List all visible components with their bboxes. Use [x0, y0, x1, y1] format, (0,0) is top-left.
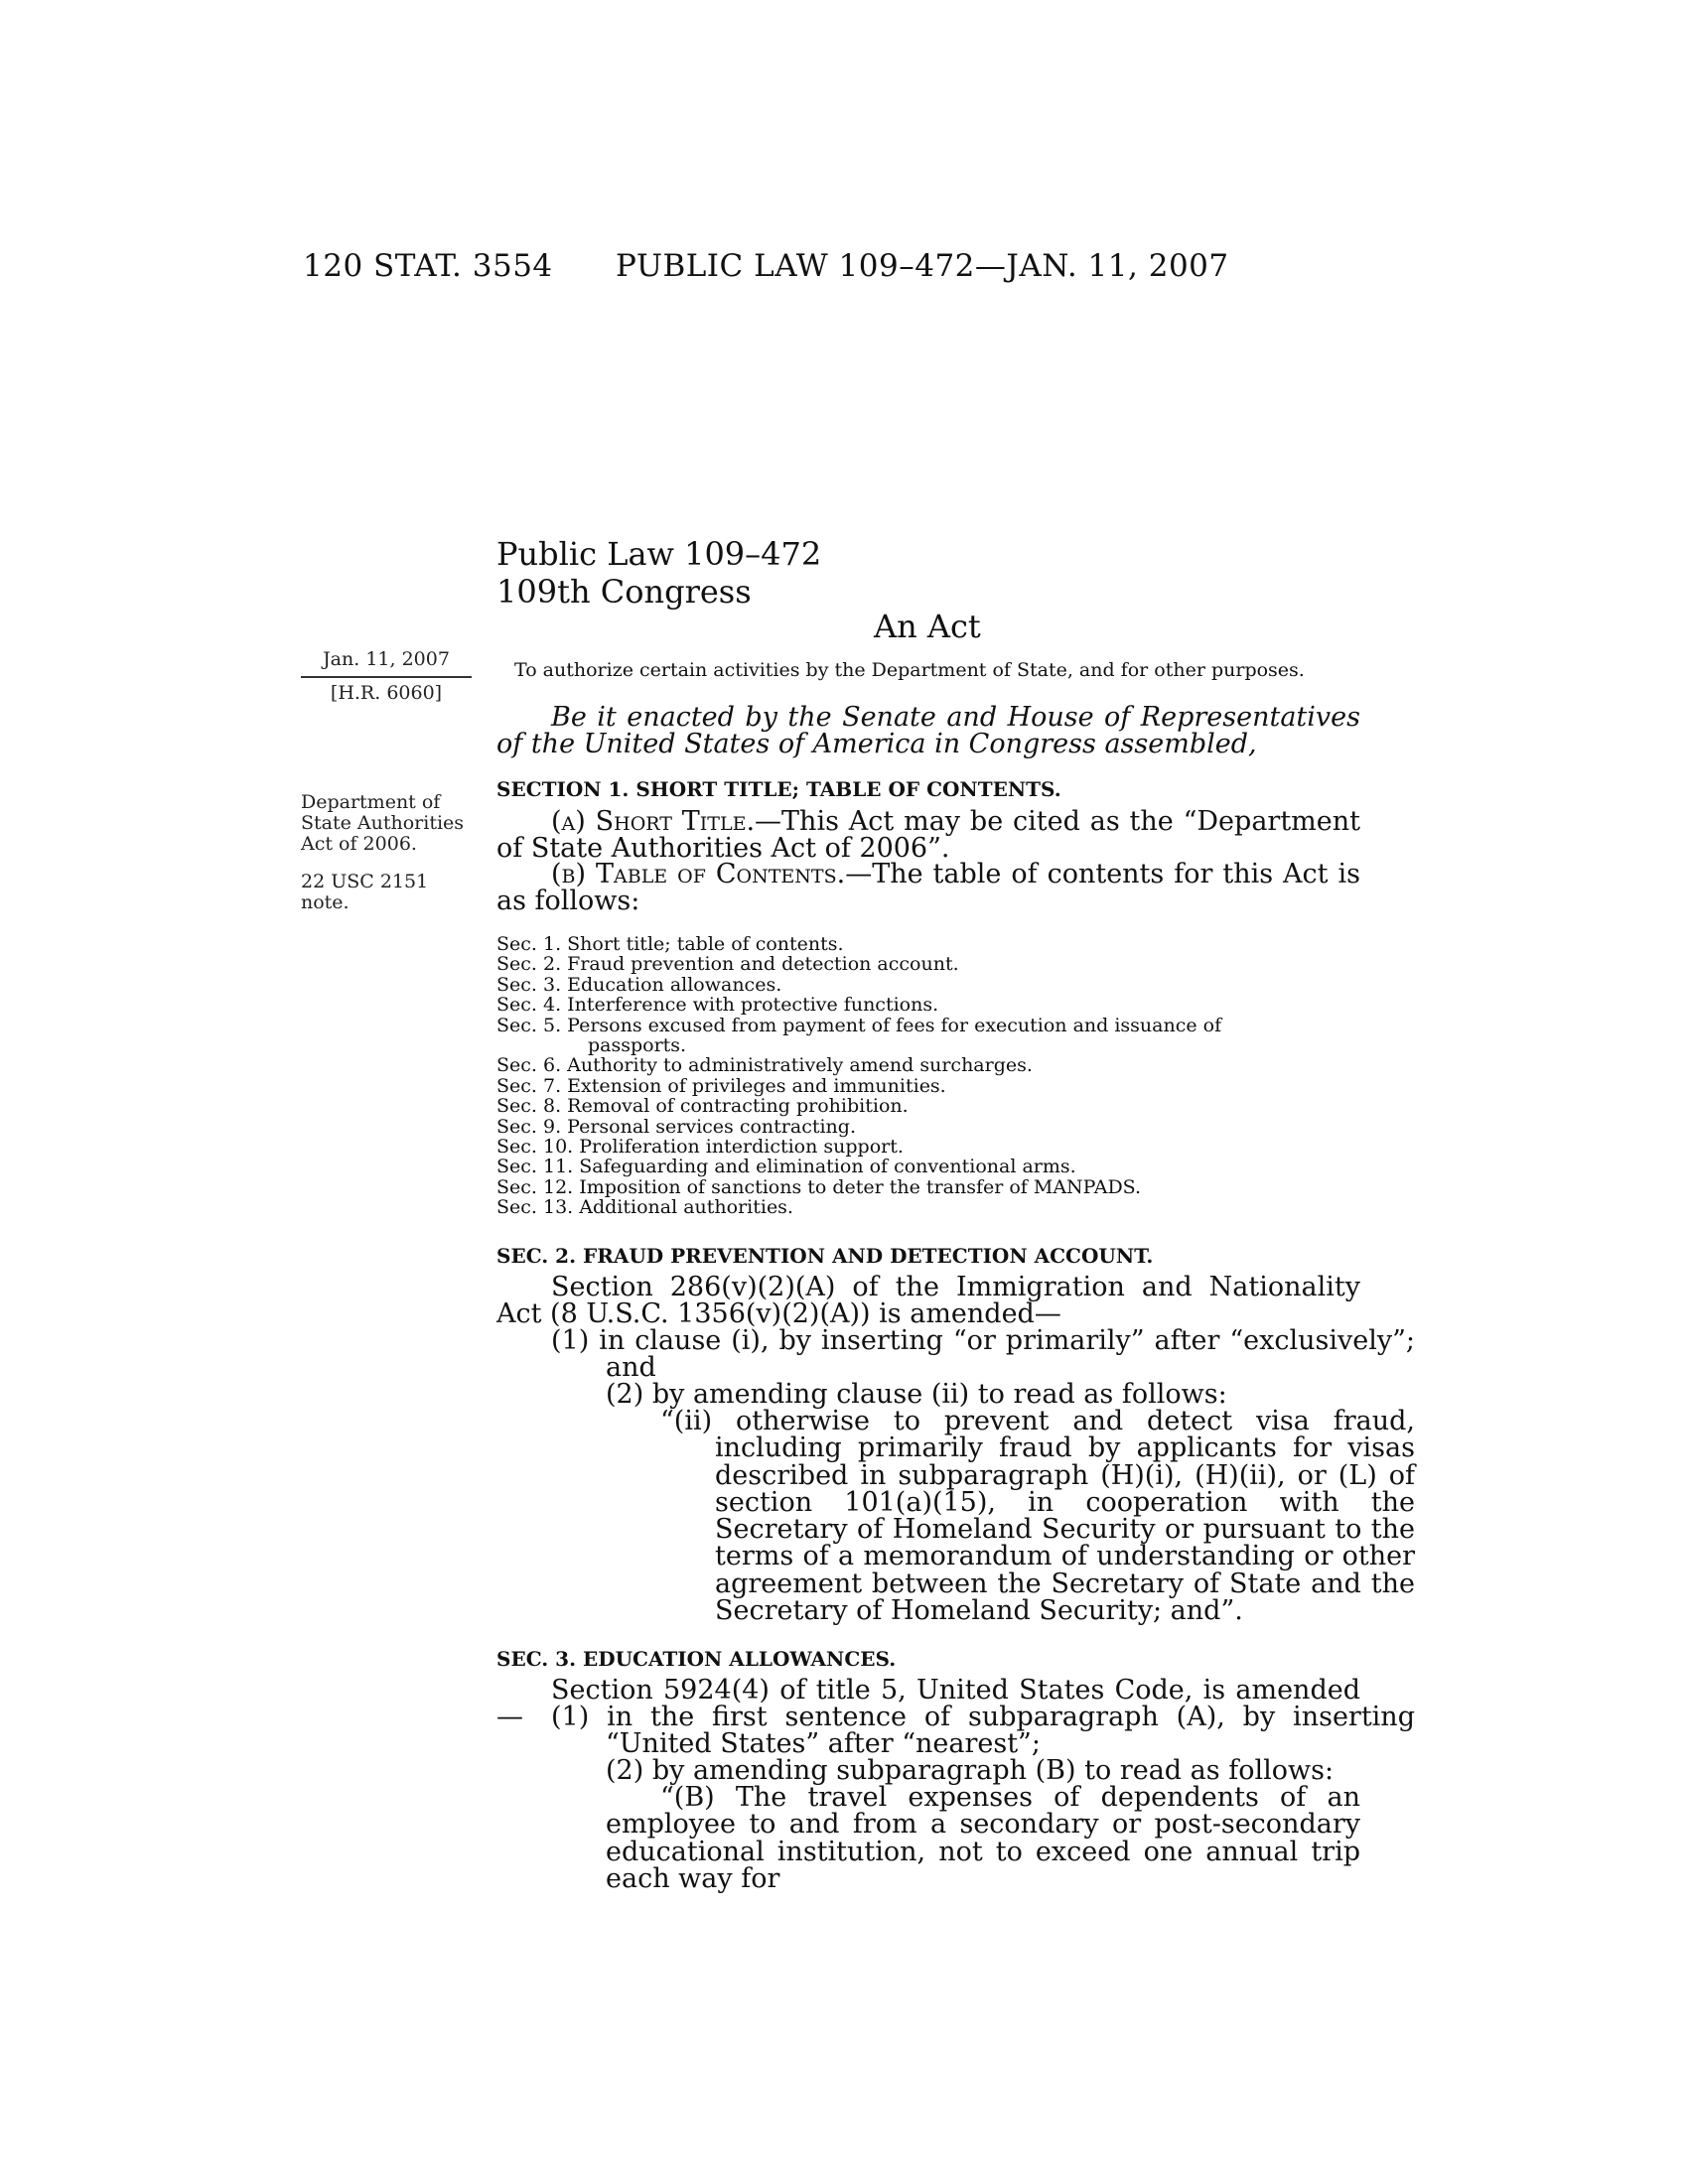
toc-entry: Sec. 11. Safeguarding and elimination of conventional arms.: [496, 1156, 1076, 1178]
section-3-item-1: (1) in the first sentence of subparagraph (A), by inserting “United States” after “nearest”;: [551, 1702, 1415, 1760]
toc-entry: Sec. 12. Imposition of sanctions to deter the transfer of MANPADS.: [496, 1175, 1142, 1198]
act-heading: An Act: [874, 608, 981, 645]
margin-usc-note: 22 USC 2151 note.: [301, 871, 429, 913]
section-2-intro: Section 286(v)(2)(A) of the Immigration and Nationality Act (8 U.S.C. 1356(v)(2)(A)) is amended—: [496, 1272, 1360, 1330]
section-3-intro: Section 5924(4) of title 5, United States Code, is amended—: [496, 1675, 1360, 1733]
enacting-clause: Be it enacted by the Senate and House of Representatives of the United States of America in Congress assembled,: [496, 702, 1360, 760]
toc-entry: Sec. 8. Removal of contracting prohibition.: [496, 1095, 909, 1118]
toc-entry: Sec. 13. Additional authorities.: [496, 1196, 793, 1219]
margin-rule: [301, 676, 472, 678]
section-3-item-2: (2) by amending subparagraph (B) to read as follows:: [606, 1755, 1335, 1786]
short-title-paragraph: [496, 808, 1360, 863]
running-head-law: PUBLIC LAW 109–472—JAN. 11, 2007: [616, 248, 1229, 284]
section-2-quoted-clause: “(ii) otherwise to prevent and detect visa fraud, including primarily fraud by applicants for visas described in subparagraph (H)(i), (H)(ii), or (L) of section 101(a)(15), in cooperation with the Secretary of Homeland Security or pursuant to the terms of a memorandum of understanding or other agreement between the Secretary of State and the Secretary of Homeland Security; and”.: [660, 1406, 1415, 1627]
short-title-label: (a) Short Title.: [551, 806, 756, 837]
section-2-item-1: (1) in clause (i), by inserting “or primarily” after “exclusively”; and: [551, 1325, 1415, 1384]
toc-entry: Sec. 9. Personal services contracting.: [496, 1115, 856, 1138]
margin-short-title: Department of State Authorities Act of 2006.: [301, 791, 465, 855]
public-law-title: Public Law 109–472: [496, 535, 822, 573]
act-purpose: To authorize certain activities by the Department of State, and for other purposes.: [514, 659, 1305, 681]
section-3-quoted-subparagraph: “(B) The travel expenses of dependents of an employee to and from a secondary or post-secondary educational institution, not to exceed one annual trip each way for: [606, 1782, 1360, 1894]
toc-entry: Sec. 4. Interference with protective functions.: [496, 994, 939, 1017]
table-of-contents: [496, 934, 1390, 1218]
margin-bill-number: [H.R. 6060]: [330, 682, 443, 704]
section-2-item-2: (2) by amending clause (ii) to read as follows:: [606, 1379, 1227, 1410]
short-title-text: —This Act may be cited as the “Department of State Authorities Act of 2006”.: [496, 806, 1360, 865]
congress-label: 109th Congress: [496, 573, 752, 611]
section-3-heading: SEC. 3. EDUCATION ALLOWANCES.: [496, 1647, 897, 1671]
toc-entry: Sec. 3. Education allowances.: [496, 973, 782, 996]
margin-date: Jan. 11, 2007: [323, 648, 450, 670]
toc-entry: Sec. 7. Extension of privileges and immunities.: [496, 1074, 946, 1097]
toc-text: —The table of contents for this Act is as follows:: [496, 859, 1360, 917]
toc-entry: Sec. 1. Short title; table of contents.: [496, 933, 844, 955]
section-1-heading: SECTION 1. SHORT TITLE; TABLE OF CONTENTS.: [496, 777, 1061, 801]
section-2-heading: SEC. 2. FRAUD PREVENTION AND DETECTION ACCOUNT.: [496, 1244, 1154, 1268]
toc-paragraph: [496, 861, 1360, 915]
toc-entry: Sec. 5. Persons excused from payment of fees for execution and issuance of passports.: [496, 1014, 1222, 1057]
running-head-page: 120 STAT. 3554: [303, 248, 553, 284]
toc-label: (b) Table of Contents.: [551, 859, 846, 889]
toc-entry: Sec. 6. Authority to administratively amend surcharges.: [496, 1054, 1033, 1077]
toc-entry: Sec. 2. Fraud prevention and detection account.: [496, 953, 959, 976]
toc-entry: Sec. 10. Proliferation interdiction support.: [496, 1136, 904, 1159]
